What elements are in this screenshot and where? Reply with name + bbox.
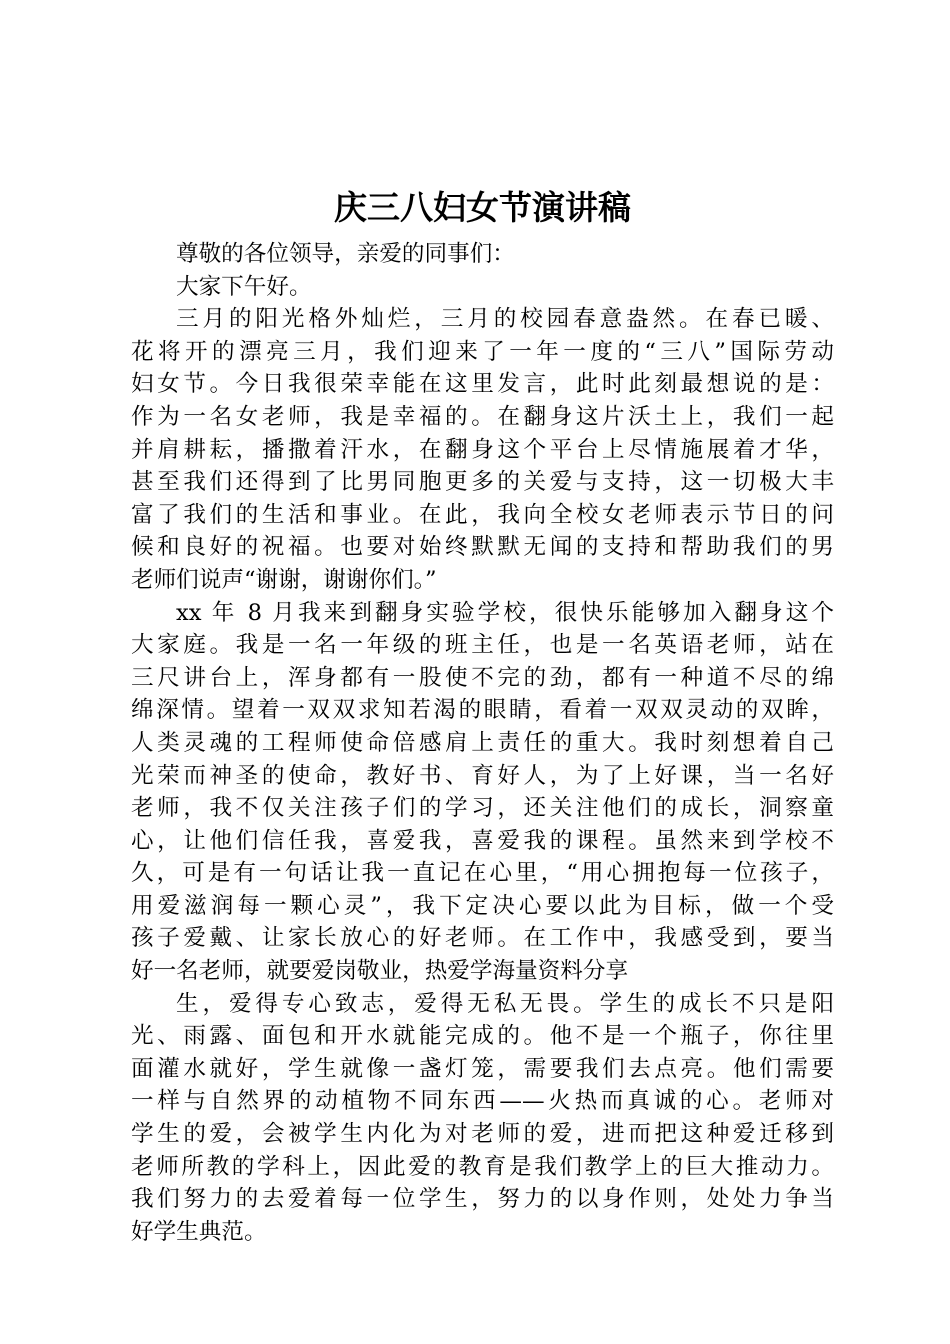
text-line: 三月的阳光格外灿烂，三月的校园春意盎然。在春已暖、 (176, 306, 834, 333)
text-line: 好一名老师，就要爱岗敬业，热爱学海量资料分享 (131, 958, 629, 985)
text-line: 面灌水就好，学生就像一盏灯笼，需要我们去点亮。他们需要 (131, 1055, 834, 1082)
text-line: 久，可是有一句话让我一直记在心里，“用心拥抱每一位孩子， (131, 860, 834, 887)
text-line: 老师所教的学科上，因此爱的教育是我们教学上的巨大推动力。 (131, 1153, 834, 1180)
document-title: 庆三八妇女节演讲稿 (334, 188, 631, 227)
text-line: 大家庭。我是一名一年级的班主任，也是一名英语老师，站在 (131, 632, 834, 659)
text-line: 好学生典范。 (131, 1218, 267, 1245)
text-line: 老师，我不仅关注孩子们的学习，还关注他们的成长，洞察童 (131, 795, 834, 822)
text-line: 我们努力的去爱着每一位学生，努力的以身作则，处处力争当 (131, 1186, 834, 1213)
text-line: 并肩耕耘，播撒着汗水，在翻身这个平台上尽情施展着才华， (131, 436, 834, 463)
text-line: 三尺讲台上，浑身都有一股使不完的劲，都有一种道不尽的绵 (131, 664, 834, 691)
text-line: 候和良好的祝福。也要对始终默默无闻的支持和帮助我们的男 (131, 534, 834, 561)
text-line: 生，爱得专心致志，爱得无私无畏。学生的成长不只是阳 (176, 990, 834, 1017)
document-body (131, 238, 834, 1248)
text-line: 妇女节。今日我很荣幸能在这里发言，此时此刻最想说的是： (131, 371, 834, 398)
text-line: 一样与自然界的动植物不同东西——火热而真诚的心。老师对 (131, 1088, 834, 1115)
text-line: 尊敬的各位领导，亲爱的同事们： (176, 241, 515, 267)
text-line: 心，让他们信任我，喜爱我，喜爱我的课程。虽然来到学校不 (131, 827, 834, 854)
text-line: 富了我们的生活和事业。在此，我向全校女老师表示节日的问 (131, 501, 834, 528)
text-line: 用爱滋润每一颗心灵”，我下定决心要以此为目标，做一个受 (131, 892, 834, 919)
text-line: 大家下午好。 (176, 273, 312, 300)
text-line: 光、雨露、面包和开水就能完成的。他不是一个瓶子，你往里 (131, 1023, 834, 1050)
text-line: 作为一名女老师，我是幸福的。在翻身这片沃土上，我们一起 (131, 403, 834, 430)
text-line: 孩子爱戴、让家长放心的好老师。在工作中，我感受到，要当 (131, 925, 834, 952)
text-line: 绵深情。望着一双双求知若渴的眼睛，看着一双双灵动的双眸， (131, 697, 834, 724)
text-line: 光荣而神圣的使命，教好书、育好人，为了上好课，当一名好 (131, 762, 834, 789)
text-line: 花将开的漂亮三月，我们迎来了一年一度的“三八”国际劳动 (131, 338, 834, 365)
text-line: xx 年 8 月我来到翻身实验学校，很快乐能够加入翻身这个 (176, 599, 834, 626)
text-line: 老师们说声“谢谢，谢谢你们。” (131, 566, 437, 593)
text-line: 甚至我们还得到了比男同胞更多的关爱与支持，这一切极大丰 (131, 469, 834, 496)
text-line: 学生的爱，会被学生内化为对老师的爱，进而把这种爱迁移到 (131, 1121, 834, 1148)
text-line: 人类灵魂的工程师使命倍感肩上责任的重大。我时刻想着自己 (131, 729, 834, 756)
